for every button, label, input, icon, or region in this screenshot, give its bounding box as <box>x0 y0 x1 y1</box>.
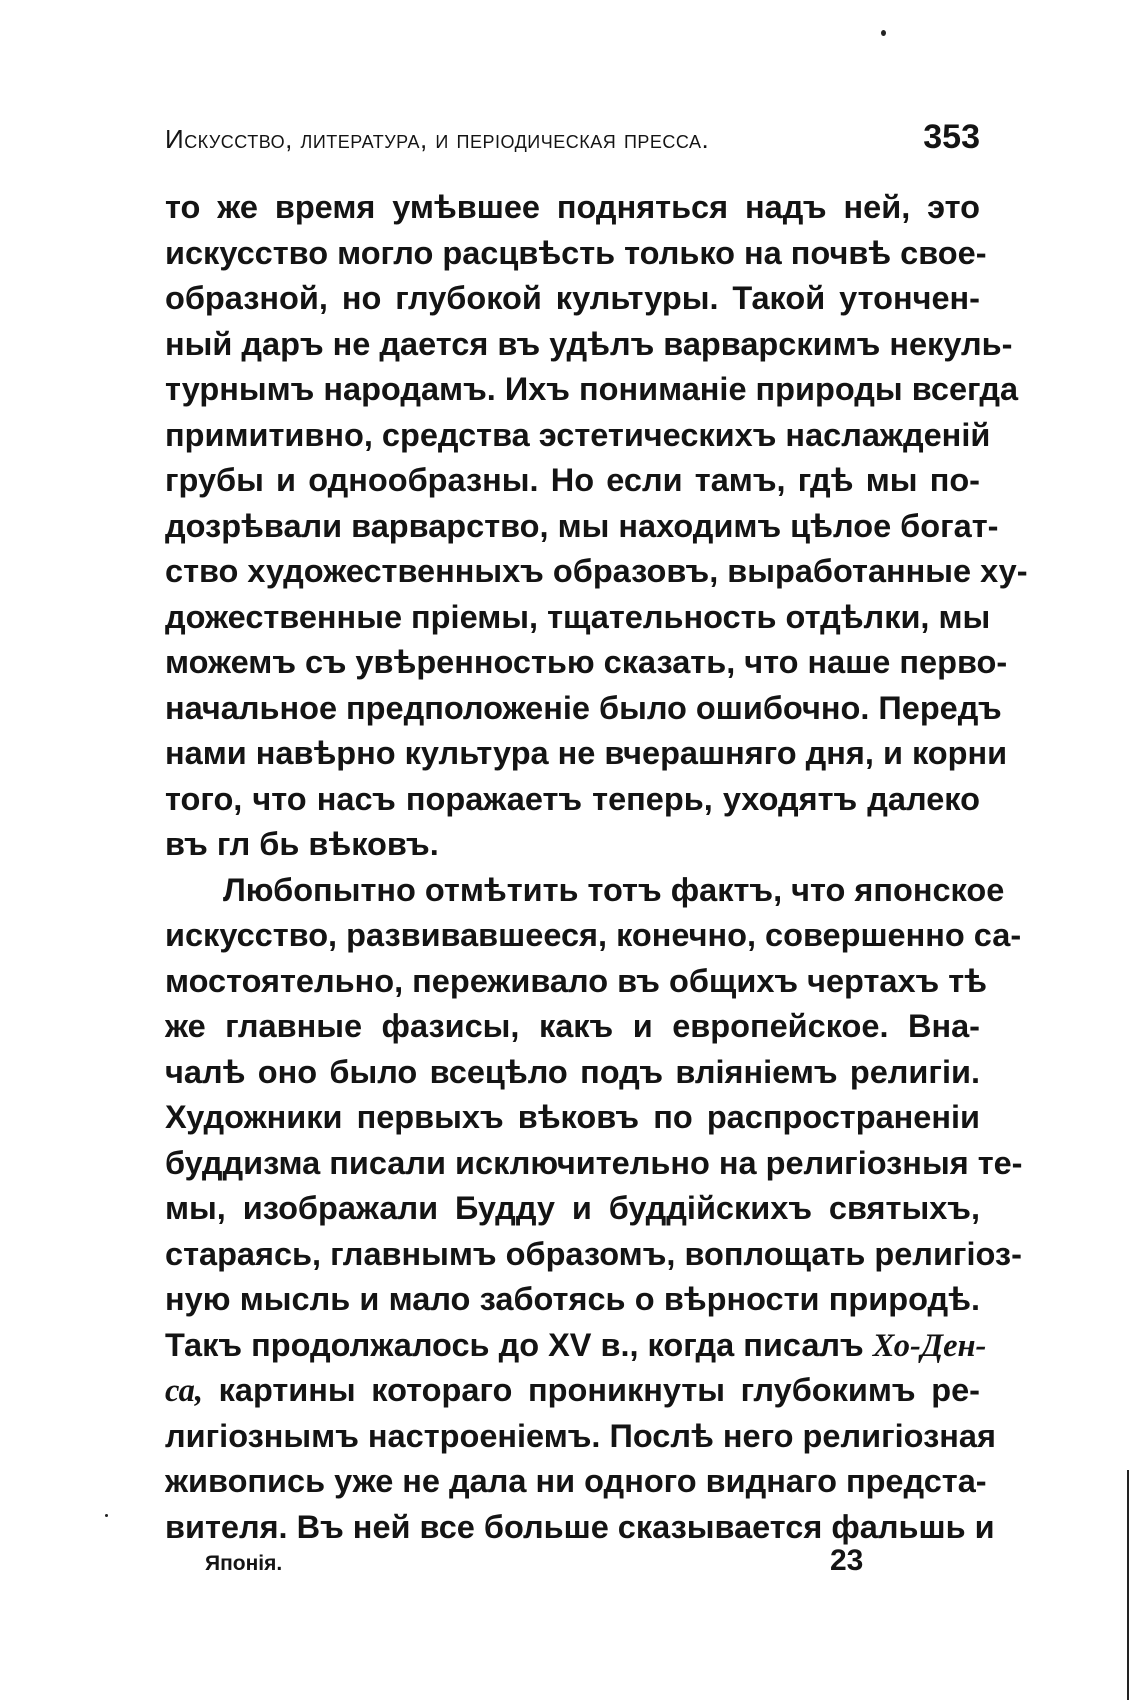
italic-name: Хо-Ден- <box>872 1327 987 1364</box>
text-line: Любопытно отмѣтить тотъ фактъ, что японское <box>223 871 1005 908</box>
page-footer <box>165 1540 980 1580</box>
text-segment: Такъ продолжалось до XV в., когда писалъ <box>165 1326 873 1363</box>
text-line: буддизма писали исключительно на религіозныя те- <box>165 1144 1023 1181</box>
text-line: же главные фазисы, какъ и европейское. Вна- <box>165 1008 980 1044</box>
text-line: образной, но глубокой культуры. Такой утончен- <box>165 280 980 316</box>
text-line: дожественные пріемы, тщательность отдѣлки, мы <box>165 598 991 635</box>
text-line: ную мысль и мало заботясь о вѣрности природѣ. <box>165 1281 980 1317</box>
signature-mark: Японія. <box>205 1552 283 1575</box>
text-line: Художники первыхъ вѣковъ по распространеніи <box>165 1099 980 1135</box>
text-line: стараясь, главнымъ образомъ, воплощать религіоз- <box>165 1235 1022 1272</box>
text-line: начальное предположеніе было ошибочно. Передъ <box>165 689 1002 726</box>
text-line: мы, изображали Будду и буддійскихъ святыхъ, <box>165 1190 980 1226</box>
text-line: ный даръ не дается въ удѣлъ варварскимъ некуль- <box>165 325 1013 362</box>
text-line: вителя. Въ ней все больше сказывается фальшь и <box>165 1508 995 1545</box>
text-line: лигіознымъ настроеніемъ. Послѣ него религіозная <box>165 1417 996 1454</box>
text-line: нами навѣрно культура не вчерашняго дня, и корни <box>165 735 1008 771</box>
text-line: дозрѣвали варварство, мы находимъ цѣлое богат- <box>165 507 999 544</box>
text-segment: картины котораго проникнуты глубокимъ ре- <box>202 1372 980 1408</box>
sheet-number: 23 <box>830 1544 864 1577</box>
text-line: живопись уже не дала ни одного виднаго предста- <box>165 1463 987 1499</box>
text-line: ство художественныхъ образовъ, выработанные ху- <box>165 553 1028 589</box>
text-line: то же время умѣвшее подняться надъ ней, это <box>165 189 980 225</box>
body-text <box>165 185 1028 1550</box>
text-line: мостоятельно, переживало въ общихъ чертахъ тѣ <box>165 962 988 999</box>
running-title: Искусство, литература, и періодическая пресса. <box>165 124 710 154</box>
scan-speck <box>105 1514 108 1517</box>
text-line: чалѣ оно было всецѣло подъ вліяніемъ религіи. <box>165 1053 980 1090</box>
text-line: въ гл бь вѣковъ. <box>165 826 439 862</box>
text-line: того, что насъ поражаетъ теперь, уходятъ далеко <box>165 780 980 817</box>
text-line: грубы и однообразны. Но если тамъ, гдѣ мы по- <box>165 462 980 498</box>
text-line <box>165 1368 980 1414</box>
text-line: искусство, развивавшееся, конечно, совершенно са- <box>165 917 1022 953</box>
scan-speck <box>881 30 886 36</box>
running-head <box>165 118 980 168</box>
scan-edge-line <box>1127 1470 1129 1700</box>
italic-name-end: са, <box>165 1373 203 1409</box>
page-number: 353 <box>923 118 980 156</box>
text-line: можемъ съ увѣренностью сказать, что наше перво- <box>165 644 1008 680</box>
text-line: примитивно, средства эстетическихъ наслажденій <box>165 416 991 453</box>
text-line: искусство могло расцвѣсть только на почвѣ свое- <box>165 234 987 271</box>
text-line: турнымъ народамъ. Ихъ пониманіе природы всегда <box>165 371 1019 407</box>
text-line <box>165 1323 987 1369</box>
